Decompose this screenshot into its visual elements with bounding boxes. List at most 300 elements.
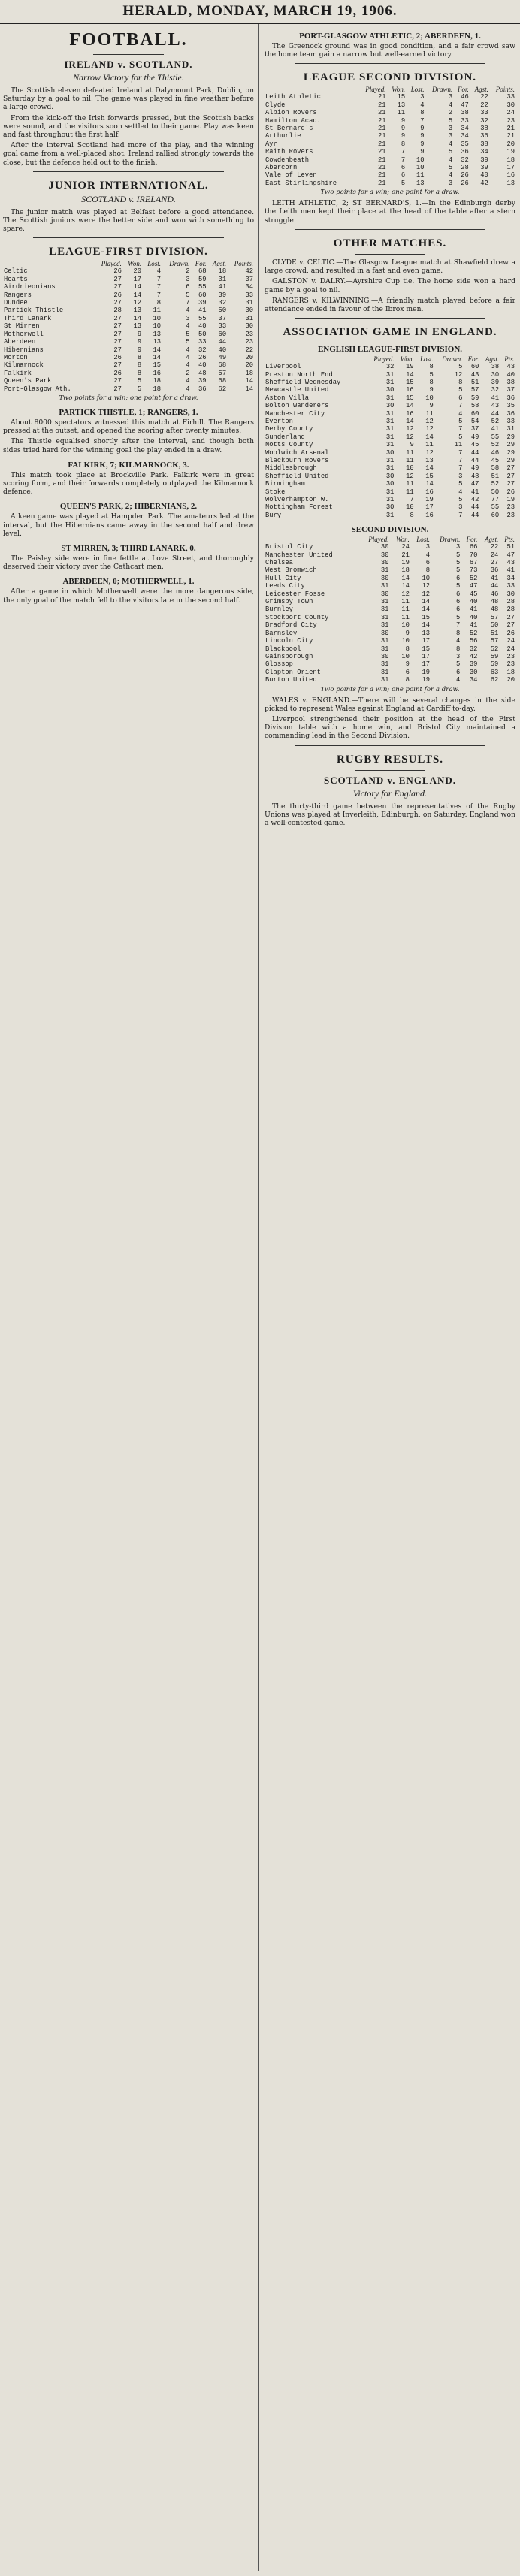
team-name: Leicester Fosse <box>265 590 325 598</box>
column-header: Lost. <box>147 260 162 268</box>
stat-cell: 40 <box>480 171 488 180</box>
stat-cell: 11 <box>406 488 414 496</box>
stat-cell: 5 <box>448 116 453 125</box>
stat-cell: 7 <box>458 448 463 457</box>
stat-cell: 14 <box>133 283 142 291</box>
column-header: Lost. <box>410 86 425 94</box>
stat-cell: 9 <box>420 148 425 156</box>
stat-cell: 4 <box>448 171 453 180</box>
column-header: For. <box>458 86 469 94</box>
stat-cell: 47 <box>461 101 469 109</box>
stat-cell: 10 <box>406 503 414 512</box>
team-name: Kilmarnock <box>4 361 44 370</box>
column-header: Lost. <box>416 536 431 544</box>
stat-cell: 41 <box>490 574 499 582</box>
stat-cell: 10 <box>401 637 410 645</box>
stat-cell: 40 <box>198 361 207 370</box>
team-name: Preston North End <box>265 370 333 379</box>
stat-cell: 40 <box>198 322 207 331</box>
stat-cell: 14 <box>245 385 253 393</box>
stat-cell: 5 <box>458 480 463 488</box>
team-name: Clyde <box>265 101 286 109</box>
table-row <box>265 480 515 488</box>
stat-cell: 35 <box>506 402 515 410</box>
team-name: St Mirren <box>4 322 40 331</box>
table-row <box>265 363 515 370</box>
stat-cell: 62 <box>490 676 499 684</box>
other-matches-title: OTHER MATCHES. <box>333 237 447 249</box>
stat-cell: 18 <box>218 267 227 276</box>
stat-cell: 27 <box>506 464 515 473</box>
stat-cell: 51 <box>490 629 499 637</box>
team-name: Burton United <box>265 676 317 684</box>
team-name: Blackpool <box>265 645 301 653</box>
stat-cell: 7 <box>156 275 162 283</box>
stat-cell: 50 <box>490 621 499 630</box>
stat-cell: 57 <box>218 369 227 377</box>
stat-cell: 31 <box>385 433 395 441</box>
stat-cell: 5 <box>458 496 463 504</box>
stat-cell: 12 <box>454 370 463 379</box>
stat-cell: 11 <box>425 409 434 418</box>
stat-cell: 30 <box>380 559 389 567</box>
stat-cell: 5 <box>456 582 461 590</box>
article-paragraph: Liverpool strengthened their position at the head of the First Division table with a home win, and Bristol City maintained a commanding lead in the Second Division. <box>265 714 515 741</box>
rugby-subtitle: Victory for England. <box>352 787 428 799</box>
stat-cell: 42 <box>469 652 478 660</box>
stat-cell: 70 <box>469 551 478 559</box>
stat-cell: 30 <box>380 551 389 559</box>
stat-cell: 8 <box>456 629 461 637</box>
stat-cell: 4 <box>448 156 453 164</box>
right-column <box>265 26 515 2572</box>
stat-cell: 37 <box>506 386 515 394</box>
stat-cell: 31 <box>385 464 395 473</box>
team-name: Morton <box>4 353 28 361</box>
table-row <box>265 125 515 132</box>
stat-cell: 14 <box>245 377 253 385</box>
stat-cell: 38 <box>480 125 488 133</box>
english-report <box>265 696 515 741</box>
stat-cell: 9 <box>401 132 406 140</box>
stat-cell: 21 <box>377 148 386 156</box>
stat-cell: 31 <box>385 370 395 379</box>
stat-cell: 27 <box>506 480 515 488</box>
stat-cell: 6 <box>456 590 461 598</box>
team-name: Grimsby Town <box>265 598 313 606</box>
league1-note: Two points for a win; one point for a draw. <box>59 394 198 402</box>
stat-cell: 23 <box>506 660 515 669</box>
stat-cell: 5 <box>401 179 406 187</box>
team-name: Birmingham <box>265 480 305 488</box>
stat-cell: 5 <box>186 291 190 299</box>
stat-cell: 43 <box>470 370 479 379</box>
stat-cell: 31 <box>380 613 389 621</box>
stat-cell: 6 <box>425 559 431 567</box>
stat-cell: 36 <box>506 394 515 402</box>
stat-cell: 51 <box>506 543 515 551</box>
stat-cell: 44 <box>470 511 479 519</box>
stat-cell: 3 <box>425 543 431 551</box>
stat-cell: 11 <box>406 448 414 457</box>
column-header: Played. <box>365 86 386 94</box>
stat-cell: 8 <box>401 140 406 148</box>
team-name: St Bernard's <box>265 125 313 133</box>
stat-cell: 14 <box>401 582 410 590</box>
team-name: Bradford City <box>265 621 317 630</box>
team-name: Bury <box>265 511 282 519</box>
team-name: Ayr <box>265 140 277 148</box>
stat-cell: 5 <box>456 566 461 575</box>
stat-cell: 21 <box>377 156 386 164</box>
stat-cell: 21 <box>377 101 386 109</box>
table-row <box>3 370 254 377</box>
stat-cell: 31 <box>385 456 395 464</box>
article-paragraph: The Thistle equalised shortly after the interval, and though both sides tried hard for the winning goal the play ended in a draw. <box>3 437 254 454</box>
table-row <box>265 614 515 621</box>
stat-cell: 67 <box>469 559 478 567</box>
table-row <box>265 148 515 156</box>
article-paragraph: A keen game was played at Hampden Park. The amateurs led at the interval, but the Hibernians came away in the second half and drew level. <box>3 512 254 538</box>
table-row <box>265 464 515 472</box>
stat-cell: 32 <box>385 363 395 371</box>
stat-cell: 55 <box>198 283 207 291</box>
stat-cell: 44 <box>470 456 479 464</box>
match2-title: FALKIRK, 7; KILMARNOCK, 3. <box>68 460 189 470</box>
table-row <box>265 605 515 613</box>
stat-cell: 27 <box>506 621 515 630</box>
team-name: East Stirlingshire <box>265 179 337 187</box>
stat-cell: 6 <box>456 605 461 614</box>
stat-cell: 14 <box>425 433 434 441</box>
stat-cell: 7 <box>156 283 162 291</box>
stat-cell: 11 <box>153 307 162 315</box>
article-paragraph: CLYDE v. CELTIC.—The Glasgow League match at Shawfield drew a large crowd, and resulted in a fast and even game. <box>265 258 515 276</box>
stat-cell: 39 <box>198 299 207 307</box>
stat-cell: 9 <box>405 629 410 637</box>
stat-cell: 8 <box>137 361 142 370</box>
table-row <box>265 394 515 402</box>
stat-cell: 7 <box>458 402 463 410</box>
match1-report <box>3 418 254 454</box>
stat-cell: 8 <box>456 645 461 653</box>
intl-match-title: IRELAND v. SCOTLAND. <box>64 59 193 70</box>
team-name: Hearts <box>4 275 28 283</box>
stat-cell: 38 <box>480 140 488 148</box>
stat-cell: 10 <box>401 652 410 660</box>
league1-title: LEAGUE-FIRST DIVISION. <box>49 246 208 258</box>
stat-cell: 13 <box>416 179 425 187</box>
match3-report <box>3 512 254 538</box>
stat-cell: 30 <box>469 668 478 676</box>
team-name: Sheffield Wednesday <box>265 378 341 386</box>
team-name: Port-Glasgow Ath. <box>4 385 71 393</box>
stat-cell: 12 <box>425 448 434 457</box>
stat-cell: 3 <box>458 503 463 512</box>
divider <box>355 770 425 771</box>
stat-cell: 23 <box>506 503 515 512</box>
stat-cell: 20 <box>133 267 142 276</box>
stat-cell: 63 <box>490 668 499 676</box>
column-header: Won. <box>392 86 406 94</box>
stat-cell: 48 <box>490 598 499 606</box>
stat-cell: 18 <box>506 156 515 164</box>
stat-cell: 60 <box>470 363 479 371</box>
stat-cell: 7 <box>401 148 406 156</box>
stat-cell: 40 <box>218 346 227 354</box>
stat-cell: 31 <box>380 660 389 669</box>
stat-cell: 27 <box>113 346 122 354</box>
stat-cell: 43 <box>491 402 500 410</box>
table-header-row <box>3 260 254 267</box>
stat-cell: 10 <box>153 314 162 322</box>
stat-cell: 8 <box>425 566 431 575</box>
stat-cell: 11 <box>454 441 463 449</box>
table-row <box>265 371 515 379</box>
divider <box>295 229 485 230</box>
stat-cell: 3 <box>458 472 463 480</box>
stat-cell: 30 <box>380 652 389 660</box>
stat-cell: 31 <box>385 511 395 519</box>
stat-cell: 18 <box>153 385 162 393</box>
stat-cell: 31 <box>385 378 395 386</box>
stat-cell: 3 <box>186 314 190 322</box>
stat-cell: 4 <box>456 676 461 684</box>
stat-cell: 31 <box>380 605 389 614</box>
stat-cell: 7 <box>458 511 463 519</box>
match-top-report <box>265 42 515 59</box>
table-row <box>265 171 515 179</box>
table-row <box>265 566 515 574</box>
stat-cell: 3 <box>186 275 190 283</box>
stat-cell: 28 <box>506 605 515 614</box>
stat-cell: 48 <box>490 605 499 614</box>
stat-cell: 24 <box>490 551 499 559</box>
stat-cell: 41 <box>218 283 227 291</box>
table-row <box>265 488 515 496</box>
stat-cell: 3 <box>456 543 461 551</box>
stat-cell: 24 <box>506 645 515 653</box>
match4-title: ST MIRREN, 3; THIRD LANARK, 0. <box>61 543 196 553</box>
stat-cell: 30 <box>380 574 389 582</box>
stat-cell: 11 <box>416 171 425 180</box>
stat-cell: 27 <box>113 299 122 307</box>
stat-cell: 34 <box>461 132 469 140</box>
stat-cell: 14 <box>425 464 434 473</box>
team-name: Dundee <box>4 299 28 307</box>
match-top-title: PORT-GLASGOW ATHLETIC, 2; ABERDEEN, 1. <box>299 32 481 41</box>
stat-cell: 18 <box>401 566 410 575</box>
stat-cell: 4 <box>186 377 190 385</box>
column-header: Drawn. <box>169 260 190 268</box>
stat-cell: 68 <box>218 361 227 370</box>
table-row <box>265 457 515 464</box>
stat-cell: 30 <box>506 590 515 598</box>
stat-cell: 26 <box>461 171 469 180</box>
stat-cell: 32 <box>461 156 469 164</box>
stat-cell: 26 <box>506 629 515 637</box>
stat-cell: 8 <box>405 645 410 653</box>
stat-cell: 8 <box>405 676 410 684</box>
stat-cell: 58 <box>491 464 500 473</box>
team-name: Vale of Leven <box>265 171 317 180</box>
stat-cell: 39 <box>469 660 478 669</box>
stat-cell: 43 <box>506 559 515 567</box>
stat-cell: 60 <box>218 330 227 338</box>
stat-cell: 17 <box>506 164 515 172</box>
stat-cell: 15 <box>406 378 414 386</box>
stat-cell: 31 <box>385 394 395 402</box>
stat-cell: 5 <box>456 660 461 669</box>
stat-cell: 7 <box>401 156 406 164</box>
stat-cell: 24 <box>401 543 410 551</box>
divider <box>295 745 485 746</box>
stat-cell: 33 <box>480 109 488 117</box>
stat-cell: 47 <box>470 480 479 488</box>
match3-title: QUEEN'S PARK, 2; HIBERNIANS, 2. <box>59 502 198 512</box>
stat-cell: 6 <box>401 164 406 172</box>
stat-cell: 13 <box>153 330 162 338</box>
stat-cell: 30 <box>380 590 389 598</box>
divider <box>33 171 224 172</box>
stat-cell: 14 <box>406 402 414 410</box>
stat-cell: 3 <box>448 132 453 140</box>
stat-cell: 56 <box>469 637 478 645</box>
team-name: Partick Thistle <box>4 307 64 315</box>
stat-cell: 30 <box>385 402 395 410</box>
stat-cell: 31 <box>385 417 395 425</box>
stat-cell: 7 <box>410 496 414 504</box>
stat-cell: 7 <box>156 291 162 299</box>
stat-cell: 33 <box>461 116 469 125</box>
team-name: Chelsea <box>265 559 293 567</box>
team-name: Gainsborough <box>265 652 313 660</box>
stat-cell: 8 <box>410 511 414 519</box>
team-name: Leith Athletic <box>265 93 321 101</box>
stat-cell: 38 <box>491 363 500 371</box>
team-name: Raith Rovers <box>265 148 313 156</box>
stat-cell: 54 <box>470 417 479 425</box>
league2-title: LEAGUE SECOND DIVISION. <box>303 71 477 84</box>
stat-cell: 13 <box>425 456 434 464</box>
column-header: Lost. <box>420 355 434 364</box>
stat-cell: 26 <box>113 353 122 361</box>
stat-cell: 13 <box>133 307 142 315</box>
english2-title: SECOND DIVISION. <box>351 525 429 535</box>
table-row <box>265 418 515 425</box>
stat-cell: 52 <box>491 441 500 449</box>
stat-cell: 32 <box>480 116 488 125</box>
table-row <box>265 101 515 109</box>
stat-cell: 42 <box>480 179 488 187</box>
column-header: Pts. <box>504 536 515 544</box>
team-name: Nottingham Forest <box>265 503 333 512</box>
stat-cell: 48 <box>470 472 479 480</box>
stat-cell: 30 <box>385 503 395 512</box>
stat-cell: 21 <box>377 93 386 101</box>
left-column <box>3 26 254 2572</box>
column-header: Agst. <box>212 260 227 268</box>
match5-title: ABERDEEN, 0; MOTHERWELL, 1. <box>62 577 195 587</box>
stat-cell: 12 <box>425 417 434 425</box>
stat-cell: 31 <box>380 676 389 684</box>
stat-cell: 15 <box>406 394 414 402</box>
table-row <box>265 441 515 448</box>
team-name: Falkirk <box>4 369 32 377</box>
stat-cell: 4 <box>458 488 463 496</box>
stat-cell: 21 <box>506 125 515 133</box>
stat-cell: 27 <box>113 322 122 331</box>
junior-report <box>3 208 254 234</box>
stat-cell: 28 <box>461 164 469 172</box>
team-name: Hibernians <box>4 346 44 354</box>
stat-cell: 52 <box>469 629 478 637</box>
stat-cell: 38 <box>506 378 515 386</box>
stat-cell: 44 <box>470 448 479 457</box>
column-header <box>265 536 359 543</box>
stat-cell: 9 <box>137 330 142 338</box>
stat-cell: 21 <box>377 171 386 180</box>
team-name: Everton <box>265 417 293 425</box>
stat-cell: 7 <box>186 299 190 307</box>
stat-cell: 18 <box>506 668 515 676</box>
stat-cell: 17 <box>422 637 431 645</box>
stat-cell: 57 <box>490 613 499 621</box>
stat-cell: 27 <box>113 283 122 291</box>
article-paragraph: WALES v. ENGLAND.—There will be several changes in the side picked to represent Wales against England at Cardiff to-day. <box>265 696 515 713</box>
stat-cell: 30 <box>506 101 515 109</box>
stat-cell: 41 <box>470 488 479 496</box>
team-name: Aberdeen <box>4 338 36 346</box>
stat-cell: 21 <box>377 140 386 148</box>
stat-cell: 7 <box>458 456 463 464</box>
stat-cell: 39 <box>218 291 227 299</box>
stat-cell: 15 <box>422 613 431 621</box>
stat-cell: 60 <box>198 291 207 299</box>
stat-cell: 47 <box>506 551 515 559</box>
column-header: Played. <box>101 260 122 268</box>
stat-cell: 37 <box>245 275 253 283</box>
table-row <box>265 645 515 653</box>
table-row <box>265 164 515 171</box>
rugby-match-title: SCOTLAND v. ENGLAND. <box>323 774 457 786</box>
stat-cell: 6 <box>456 668 461 676</box>
stat-cell: 77 <box>491 496 500 504</box>
article-paragraph: About 8000 spectators witnessed this match at Firhill. The Rangers pressed at the outset, and opened the scoring after twenty minutes. <box>3 418 254 436</box>
stat-cell: 44 <box>218 338 227 346</box>
stat-cell: 22 <box>245 346 253 354</box>
stat-cell: 9 <box>420 140 425 148</box>
stat-cell: 32 <box>491 386 500 394</box>
stat-cell: 49 <box>470 464 479 473</box>
stat-cell: 27 <box>506 613 515 621</box>
stat-cell: 9 <box>420 125 425 133</box>
stat-cell: 4 <box>156 267 162 276</box>
table-row <box>265 676 515 684</box>
stat-cell: 41 <box>469 621 478 630</box>
divider <box>295 318 485 319</box>
stat-cell: 52 <box>491 480 500 488</box>
stat-cell: 31 <box>380 637 389 645</box>
stat-cell: 9 <box>420 132 425 140</box>
column-header: Won. <box>128 260 142 268</box>
stat-cell: 5 <box>458 433 463 441</box>
stat-cell: 23 <box>506 652 515 660</box>
stat-cell: 33 <box>506 417 515 425</box>
stat-cell: 5 <box>456 551 461 559</box>
stat-cell: 13 <box>153 338 162 346</box>
stat-cell: 4 <box>186 307 190 315</box>
